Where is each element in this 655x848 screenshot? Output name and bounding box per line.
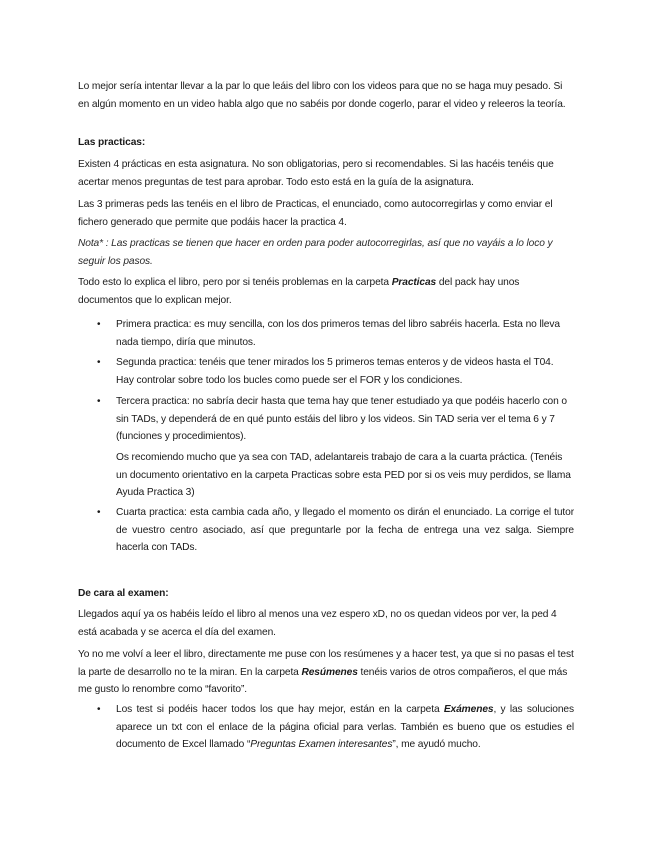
list-item-cuarta-practica: Cuarta practica: esta cambia cada año, y llegado el momento os dirán el enunciado. La corrige el tutor de vuestro centro asociado, así que preguntarle por la fecha de entrega una vez salga. Siempre hacerla con TADs. bbox=[116, 507, 574, 553]
paragraph-text: Los test si podéis hacer todos los que hay mejor, están en la carpeta bbox=[116, 704, 444, 715]
list-item-tercera-practica: Tercera practica: no sabría decir hasta que tema hay que tener estudiado ya que podéis hacerlo con o sin TADs, y dependerá de en qué punto estáis del libro y los videos. Sin TAD seria ver el tema 6 y 7 (funciones y procedimientos). bbox=[116, 396, 567, 442]
practicas-note: Nota* : Las practicas se tienen que hacer en orden para poder autocorregirlas, así que no vayáis a lo loco y seguir los pasos. bbox=[78, 238, 553, 267]
paragraph-text: del pack hay unos documentos que lo explican mejor. bbox=[78, 277, 520, 306]
paragraph-text: , y las soluciones aparece un txt con el enlace de la página oficial para verlas. También es bueno que os estudies el documento de Excel llamado “ bbox=[116, 704, 574, 750]
paragraph-text: Yo no me volví a leer el libro, directamente me puse con los resúmenes y a hacer test, ya que si no pasas el test la parte de desarrollo no te la miran. En la carpeta bbox=[78, 649, 574, 678]
list-item-segunda-practica: Segunda practica: tenéis que tener mirados los 5 primeros temas enteros y de videos hasta el T04. Hay controlar sobre todo los bucles como puede ser el FOR y los condiciones. bbox=[116, 357, 554, 386]
folder-name-resumenes: Resúmenes bbox=[301, 666, 358, 678]
bullet-icon: • bbox=[97, 357, 101, 368]
excel-document-name: Preguntas Examen interesantes bbox=[250, 739, 393, 750]
paragraph-text: ”, me ayudó mucho. bbox=[392, 739, 481, 750]
practicas-paragraph-3 bbox=[78, 274, 576, 309]
intro-paragraph: Lo mejor sería intentar llevar a la par lo que leáis del libro con los videos para que no se haga muy pesado. Si en algún momento en un video habla algo que no sabéis por donde cogerlo, parar el video y releeros la teoría. bbox=[78, 81, 566, 110]
practicas-paragraph-1: Existen 4 prácticas en esta asignatura. No son obligatorias, pero si recomendables. Si las hacéis tenéis que acertar menos preguntas de test para aprobar. Todo esto está en la guía de la asignatura. bbox=[78, 159, 554, 188]
practicas-paragraph-2: Las 3 primeras peds las tenéis en el libro de Practicas, el enunciado, como autocorregirlas y como enviar el fichero generado que permite que podáis hacer la practica 4. bbox=[78, 199, 553, 228]
heading-practicas: Las practicas: bbox=[78, 137, 146, 148]
bullet-icon: • bbox=[97, 507, 101, 518]
folder-name-practicas: Practicas bbox=[391, 277, 437, 288]
bullet-icon: • bbox=[97, 319, 101, 330]
bullet-icon: • bbox=[97, 704, 101, 715]
list-item-test-examenes bbox=[116, 701, 574, 754]
paragraph-text: Todo esto lo explica el libro, pero por si tenéis problemas en la carpeta bbox=[78, 277, 392, 288]
examen-paragraph-1: Llegados aquí ya os habéis leído el libro al menos una vez espero xD, no os quedan videos por ver, la ped 4 está acabada y se acerca el día del examen. bbox=[78, 609, 557, 638]
folder-name-examenes: Exámenes bbox=[443, 704, 494, 715]
examen-paragraph-2 bbox=[78, 646, 576, 699]
bullet-icon: • bbox=[97, 396, 101, 407]
tercera-practica-extra: Os recomiendo mucho que ya sea con TAD, adelantareis trabajo de cara a la cuarta práctica. (Tenéis un documento orientativo en la carpeta Practicas sobre esta PED por si os veis muy perdidos, se llama Ayuda Practica 3) bbox=[116, 452, 571, 498]
paragraph-text: tenéis varios de otros compañeros, el que más me gusto lo renombre como “favorito”. bbox=[78, 666, 568, 695]
heading-examen: De cara al examen: bbox=[78, 588, 169, 599]
list-item-primera-practica: Primera practica: es muy sencilla, con los dos primeros temas del libro sabréis hacerla. Esta no lleva nada tiempo, diría que minutos. bbox=[116, 319, 560, 348]
